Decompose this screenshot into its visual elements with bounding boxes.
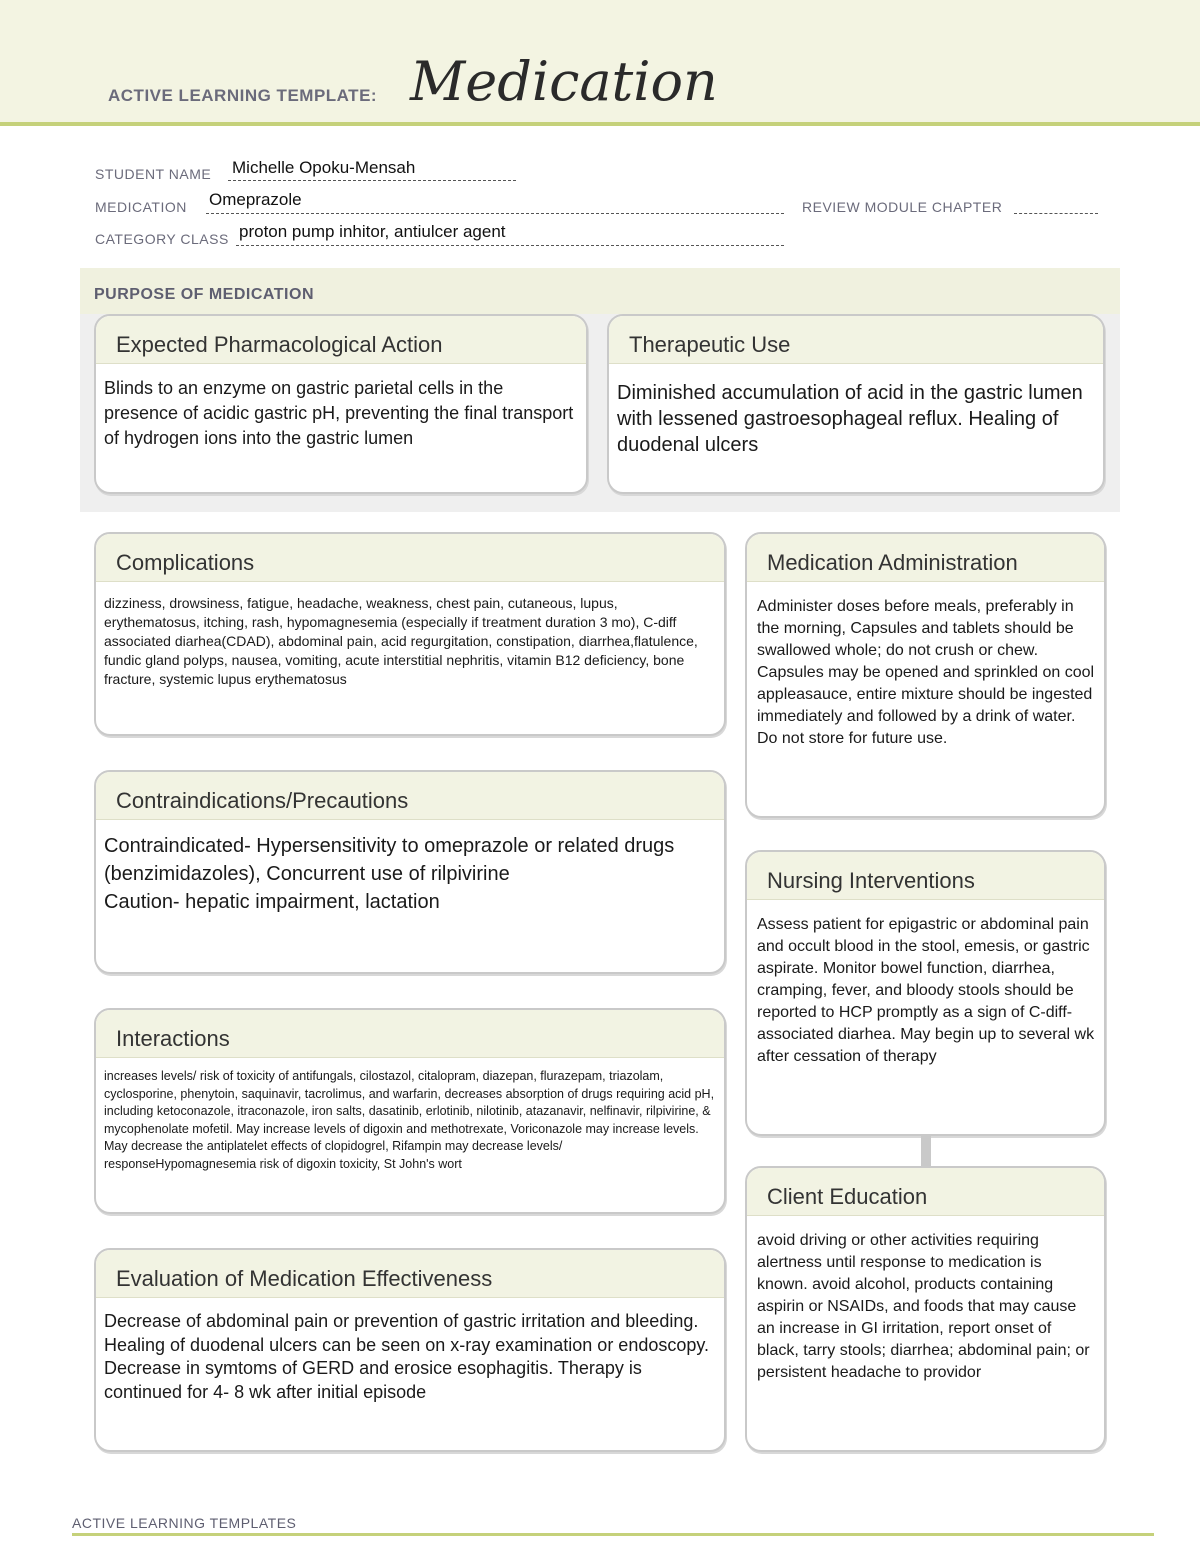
- evaluation-line-1: Decrease of abdominal pain or prevention of gastric irritation and bleeding. Healing of duodenal ulcers can be seen on x-ray examination or endoscopy.: [104, 1311, 710, 1355]
- footer-divider: [72, 1533, 1154, 1536]
- evaluation-card: [94, 1248, 726, 1452]
- administration-heading: Medication Administration: [747, 534, 1104, 582]
- expected-action-card: [94, 314, 588, 494]
- category-class-line: [236, 245, 784, 246]
- review-module-line[interactable]: [1014, 213, 1098, 214]
- student-name-line: [228, 180, 516, 181]
- complications-text[interactable]: dizziness, drowsiness, fatigue, headache, weakness, chest pain, cutaneous, lupus, erythematosus, itching, rash, hypomagnesemia (especially if treatment duration 3 mo), C-diff associated diarhea(CDAD), abdominal pain, acid regurgitation, constipation, diarrhea,flatulence, fundic gland polyps, nausea, vomiting, acute interstitial nephritis, vitamin B12 deficiency, bone fracture, systemic lupus erythematosus: [104, 595, 698, 687]
- expected-action-text[interactable]: Blinds to an enzyme on gastric parietal cells in the presence of acidic gastric pH, preventing the final transport of hydrogen ions into the gastric lumen: [104, 378, 574, 448]
- contraindicated-line: Contraindicated- Hypersensitivity to omeprazole or related drugs (benzimidazoles), Concurrent use of rilpivirine: [104, 835, 675, 885]
- header-divider: [0, 122, 1200, 126]
- medication-label: MEDICATION: [95, 199, 187, 215]
- footer-label: ACTIVE LEARNING TEMPLATES: [72, 1515, 297, 1531]
- evaluation-heading: Evaluation of Medication Effectiveness: [96, 1250, 724, 1298]
- client-education-heading: Client Education: [747, 1168, 1104, 1216]
- student-name-label: STUDENT NAME: [95, 166, 212, 182]
- caution-line: Caution- hepatic impairment, lactation: [104, 891, 440, 913]
- administration-card: [745, 532, 1106, 818]
- client-education-text[interactable]: avoid driving or other activities requiring alertness until response to medication is known. avoid alcohol, products containing aspirin or NSAIDs, and foods that may cause an increase in GI irritation, report onset of black, tarry stools; diarrhea; abdominal pain; or persistent headache to providor: [757, 1232, 1090, 1381]
- medication-line: [206, 213, 784, 214]
- medication-value[interactable]: Omeprazole: [209, 190, 302, 209]
- nursing-text[interactable]: Assess patient for epigastric or abdominal pain and occult blood in the stool, emesis, or gastric aspirate. Monitor bowel function, diarrhea, cramping, fever, and bloody stools should be reported to HCP promptly as a sign of C-diff-associated diarhea. May begin up to several wk after cessation of therapy: [757, 916, 1095, 1065]
- card-connector: [921, 1136, 931, 1166]
- contraindications-card: [94, 770, 726, 974]
- student-name-value[interactable]: Michelle Opoku-Mensah: [232, 158, 416, 177]
- nursing-heading: Nursing Interventions: [747, 852, 1104, 900]
- review-module-label: REVIEW MODULE CHAPTER: [802, 199, 1003, 215]
- client-education-card: [745, 1166, 1106, 1452]
- therapeutic-use-heading: Therapeutic Use: [609, 316, 1103, 364]
- evaluation-text[interactable]: [96, 1298, 724, 1404]
- therapeutic-use-card: [607, 314, 1105, 494]
- purpose-title: PURPOSE OF MEDICATION: [94, 286, 314, 303]
- administration-text[interactable]: Administer doses before meals, preferably in the morning, Capsules and tablets should be swallowed whole; do not crush or chew. Capsules may be opened and sprinkled on cool appleasauce, entire mixture should be ingested immediately and followed by a drink of water. Do not store for future use.: [757, 598, 1095, 747]
- interactions-card: [94, 1008, 726, 1214]
- expected-action-heading: Expected Pharmacological Action: [96, 316, 586, 364]
- contraindications-heading: Contraindications/Precautions: [96, 772, 724, 820]
- evaluation-line-2: Decrease in symtoms of GERD and erosice esophagitis. Therapy is continued for 4- 8 wk after initial episode: [104, 1358, 642, 1402]
- therapeutic-use-text[interactable]: Diminished accumulation of acid in the gastric lumen with lessened gastroesophageal reflux. Healing of duodenal ulcers: [617, 382, 1083, 456]
- category-class-value[interactable]: proton pump inhitor, antiulcer agent: [239, 222, 506, 241]
- page-title: Medication: [410, 50, 718, 113]
- complications-heading: Complications: [96, 534, 724, 582]
- contraindications-text[interactable]: [96, 820, 724, 916]
- complications-card: [94, 532, 726, 736]
- nursing-card: [745, 850, 1106, 1136]
- category-class-label: CATEGORY CLASS: [95, 231, 229, 247]
- template-label: ACTIVE LEARNING TEMPLATE:: [108, 86, 378, 105]
- interactions-heading: Interactions: [96, 1010, 724, 1058]
- interactions-text[interactable]: increases levels/ risk of toxicity of antifungals, cilostazol, citalopram, diazepan, flurazepam, triazolam, cyclosporine, phenytoin, saquinavir, tacrolimus, and warfarin, decreases absorption of drugs requiring acid pH, including ketoconazole, itraconazole, iron salts, dasatinib, erlotinib, nilotinib, atazanavir, nelfinavir, rilpivirine, & mycophenolate mofetil. May increase levels of digoxin and methotrexate, Voriconazole may increase levels. May decrease the antiplatelet effects of clopidogrel, Rifampin may decrease levels/ responseHypomagnesemia risk of digoxin toxicity, St John's wort: [104, 1069, 715, 1171]
